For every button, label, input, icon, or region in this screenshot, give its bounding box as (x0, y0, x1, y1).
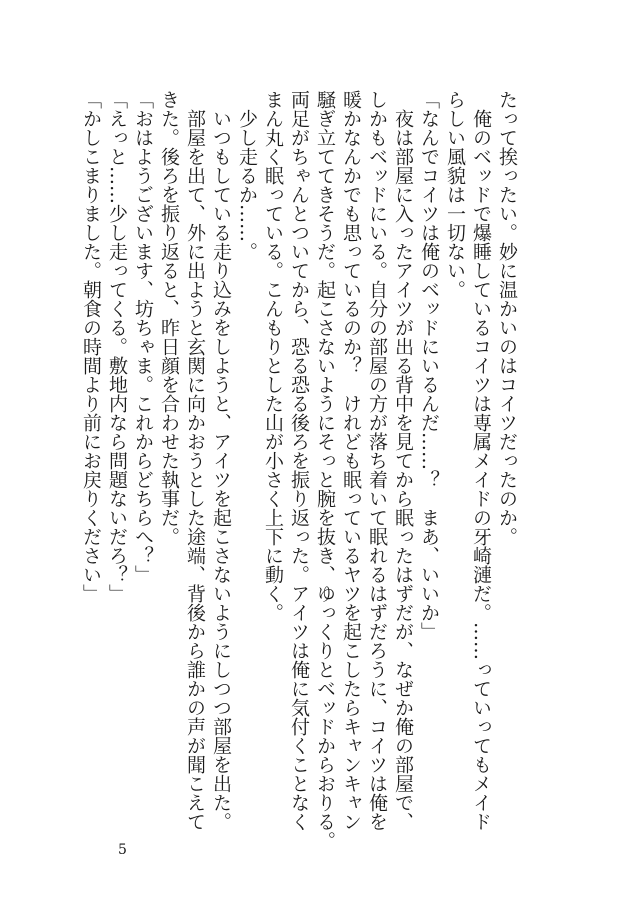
text-column: 「えっと……少し走ってくる。敷地内なら問題ないだろ？」 (106, 90, 128, 603)
vertical-text-block (78, 90, 520, 850)
text-column: まん丸く眠っている。こんもりとした山が小さく上下に動く。 (262, 90, 284, 622)
text-column: 「おはようございます、坊ちゃま。これからどちらへ？」 (132, 90, 154, 584)
text-column: 少し走るか……。 (236, 90, 258, 261)
text-column: 部屋を出て、外に出ようと玄関に向かおうとした途端、背後から誰かの声が聞こえて (184, 90, 206, 831)
text-column: 「なんでコイツは俺のベッドにいるんだ……？ まあ、いいか」 (418, 90, 440, 641)
page-number: 5 (118, 842, 127, 858)
text-column: らしい風貌は一切ない。 (444, 90, 466, 299)
text-column: たって挨ったい。妙に温かいのはコイツだったのか。 (496, 90, 518, 546)
text-column: 騒ぎ立ててきそうだ。起こさないようにそっと腕を抜き、ゆっくりとベッドからおりる。 (314, 90, 336, 850)
text-column: きた。後ろを振り返ると、昨日顔を合わせた執事だ。 (158, 90, 180, 546)
text-column: 夜は部屋に入ったアイツが出る背中を見てから眠ったはずだが、なぜか俺の部屋で、 (392, 90, 414, 831)
text-column: いつもしている走り込みをしようと、アイツを起こさないようにしつつ部屋を出た。 (210, 90, 232, 831)
text-column: 暖かなんかでも思っているのか？ けれども眠っているヤツを起こしたらキャンキャン (340, 90, 362, 831)
text-column: 俺のベッドで爆睡しているコイツは専属メイドの牙崎漣だ。……っていってもメイド (470, 90, 492, 831)
text-column: 両足がちゃんとついてから、恐る恐る後ろを振り返った。アイツは俺に気付くことなく (288, 90, 310, 831)
text-column: 「かしこまりました。朝食の時間より前にお戻りください」 (80, 90, 102, 603)
text-column: しかもベッドにいる。自分の部屋の方が落ち着いて眠れるはずだろうに、コイツは俺を (366, 90, 388, 831)
